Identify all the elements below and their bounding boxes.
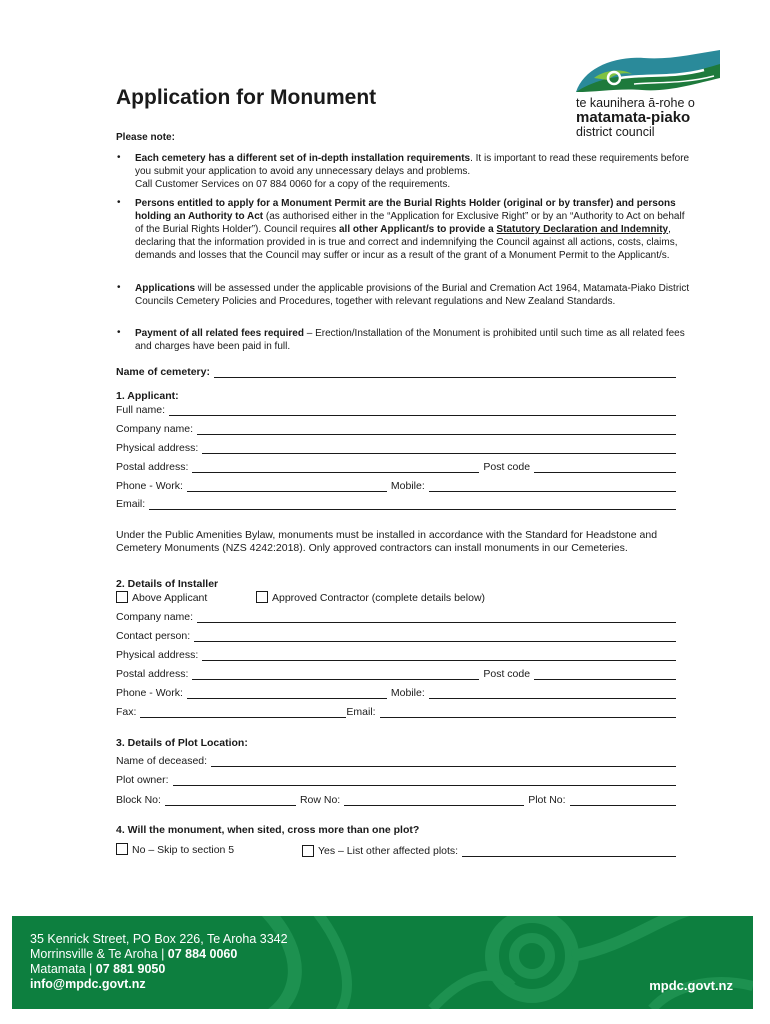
logo-text-line3: district council (576, 125, 655, 139)
approved-contractor-label: Approved Contractor (complete details below) (272, 592, 486, 604)
note-2-text2: , declaring that the information provided in is true and correct and indemnifying the Council against all actions, costs, claims, demands and losses that the Council may suffer or incur as a result of the grant of a Monument Permit to the Applicant/s. (135, 224, 678, 261)
cemetery-label: Name of cemetery: (116, 366, 210, 378)
full-name-field[interactable] (169, 404, 676, 416)
note-3 (135, 282, 690, 308)
bylaw-text: Under the Public Amenities Bylaw, monuments must be installed in accordance with the Standard for Headstone and Cemetery Monuments (NZS 4242:2018). Only approved contractors can install monuments in our Cemeteries. (116, 529, 658, 554)
installer-physical-field[interactable] (202, 649, 676, 661)
row-no-label: Row No: (299, 794, 341, 806)
postal-address-label: Postal address: (116, 461, 189, 473)
block-no-label: Block No: (116, 794, 161, 806)
above-applicant-checkbox[interactable] (116, 591, 128, 603)
page-title: Application for Monument (116, 86, 377, 109)
installer-company-label: Company name: (116, 611, 194, 623)
post-code-field[interactable] (534, 461, 676, 473)
section-2-heading: 2. Details of Installer (116, 578, 219, 590)
note-2 (135, 197, 690, 262)
affected-plots-field[interactable] (462, 845, 676, 857)
logo-text-line1: te kaunihera ā-rohe o (576, 96, 695, 110)
installer-postal-field[interactable] (192, 668, 479, 680)
installer-post-code-label: Post code (483, 668, 531, 680)
physical-address-field[interactable] (202, 442, 676, 454)
deceased-row (116, 753, 676, 767)
installer-phone-label: Phone - Work: (116, 687, 183, 699)
footer-website-link[interactable]: mpdc.govt.nz (649, 978, 733, 993)
footer-morrinsville-label: Morrinsville & Te Aroha | (30, 947, 168, 961)
installer-mobile-field[interactable] (429, 687, 676, 699)
block-no-field[interactable] (165, 794, 296, 806)
fax-field[interactable] (140, 706, 346, 718)
contact-person-field[interactable] (194, 630, 676, 642)
email-field[interactable] (149, 498, 676, 510)
fax-label: Fax: (116, 706, 137, 718)
full-name-label: Full name: (116, 404, 166, 416)
above-applicant-label: Above Applicant (132, 592, 208, 604)
council-logo (574, 48, 724, 94)
no-option-label: No – Skip to section 5 (132, 844, 235, 856)
company-name-row (116, 421, 676, 435)
section-1-heading: 1. Applicant: (116, 390, 179, 402)
installer-post-code-field[interactable] (534, 668, 676, 680)
installer-email-label: Email: (346, 706, 376, 718)
section-4-heading: 4. Will the monument, when sited, cross more than one plot? (116, 824, 420, 836)
yes-checkbox[interactable] (302, 845, 314, 857)
installer-company-row (116, 609, 676, 623)
cemetery-field[interactable] (214, 366, 676, 378)
contact-person-row (116, 628, 676, 642)
physical-address-label: Physical address: (116, 442, 199, 454)
bullet-icon: • (117, 282, 121, 293)
plot-owner-row (116, 772, 676, 786)
note-4-bold: Payment of all related fees required (135, 328, 304, 339)
yes-option (302, 843, 676, 857)
footer-matamata-label: Matamata | (30, 962, 96, 976)
section-3-heading: 3. Details of Plot Location: (116, 737, 248, 749)
installer-email-field[interactable] (380, 706, 676, 718)
footer-email-link[interactable]: info@mpdc.govt.nz (30, 977, 146, 991)
no-option[interactable] (116, 843, 234, 856)
notes-heading: Please note: (116, 132, 175, 143)
note-3-text: will be assessed under the applicable provisions of the Burial and Cremation Act 1964, Matamata-Piako District Councils Cemetery Policies and Procedures, together with relevant regulations and New Zealand Standards. (135, 283, 690, 307)
no-checkbox[interactable] (116, 843, 128, 855)
postal-address-row (116, 459, 676, 473)
footer-address: 35 Kenrick Street, PO Box 226, Te Aroha 3342 (30, 932, 288, 946)
company-name-field[interactable] (197, 423, 676, 435)
full-name-row (116, 402, 676, 416)
yes-option-label: Yes – List other affected plots: (318, 845, 459, 857)
installer-company-field[interactable] (197, 611, 676, 623)
bullet-icon: • (117, 197, 121, 208)
phone-work-label: Phone - Work: (116, 480, 183, 492)
note-2-bold2: all other Applicant/s to provide a (338, 224, 497, 235)
installer-mobile-label: Mobile: (390, 687, 425, 699)
note-1-text: . It is important to read these requirements before you submit your application to avoid any unnecessary delays and problems. (135, 153, 690, 177)
deceased-label: Name of deceased: (116, 755, 208, 767)
email-row (116, 496, 676, 510)
approved-contractor-option[interactable] (256, 591, 485, 604)
installer-phone-row (116, 685, 676, 699)
logo-text-line2: matamata-piako (576, 109, 691, 126)
plot-no-label: Plot No: (528, 794, 566, 806)
note-2-bold: Persons entitled to apply for a Monument Permit are the Burial Rights Holder (original or by transfer) and persons holding an Authority to Act (135, 198, 676, 222)
plot-owner-field[interactable] (173, 774, 676, 786)
contact-person-label: Contact person: (116, 630, 191, 642)
postal-address-field[interactable] (192, 461, 479, 473)
bullet-icon: • (117, 327, 121, 338)
installer-physical-label: Physical address: (116, 649, 199, 661)
note-3-bold: Applications (135, 283, 196, 294)
footer-phone-morrinsville (30, 947, 237, 962)
email-label: Email: (116, 498, 146, 510)
mobile-field[interactable] (429, 480, 676, 492)
mobile-label: Mobile: (390, 480, 425, 492)
post-code-label: Post code (483, 461, 531, 473)
note-4-text: – Erection/Installation of the Monument is prohibited until such time as all related fees and charges have been paid in full. (135, 328, 685, 352)
phone-work-field[interactable] (187, 480, 387, 492)
note-2-text: (as authorised either in the “Application for Exclusive Right” or by an “Authority to Act on behalf of the Burial Rights Holder”). Council requires (135, 211, 685, 235)
cemetery-row (116, 364, 676, 378)
plot-owner-label: Plot owner: (116, 774, 169, 786)
note-1-line3: Call Customer Services on 07 884 0060 for a copy of the requirements. (135, 179, 451, 190)
installer-phone-field[interactable] (187, 687, 387, 699)
phone-row (116, 478, 676, 492)
footer-morrinsville-number[interactable]: 07 884 0060 (167, 947, 238, 961)
plot-numbers-row (116, 792, 676, 806)
footer-phone-matamata (30, 962, 165, 977)
installer-physical-row (116, 647, 676, 661)
approved-contractor-checkbox[interactable] (256, 591, 268, 603)
row-no-field[interactable] (344, 794, 524, 806)
installer-postal-row (116, 666, 676, 680)
physical-address-row (116, 440, 676, 454)
company-name-label: Company name: (116, 423, 194, 435)
deceased-field[interactable] (211, 755, 676, 767)
note-1 (135, 152, 690, 191)
fax-row (116, 704, 676, 718)
note-4 (135, 327, 690, 353)
above-applicant-option[interactable] (116, 591, 207, 604)
note-1-bold: Each cemetery has a different set of in-depth installation requirements (135, 153, 471, 164)
plot-no-field[interactable] (570, 794, 676, 806)
footer-banner (12, 916, 753, 1009)
statutory-declaration-link: Statutory Declaration and Indemnity (496, 224, 669, 235)
footer-matamata-number[interactable]: 07 881 9050 (95, 962, 166, 976)
bullet-icon: • (117, 152, 121, 163)
installer-postal-label: Postal address: (116, 668, 189, 680)
